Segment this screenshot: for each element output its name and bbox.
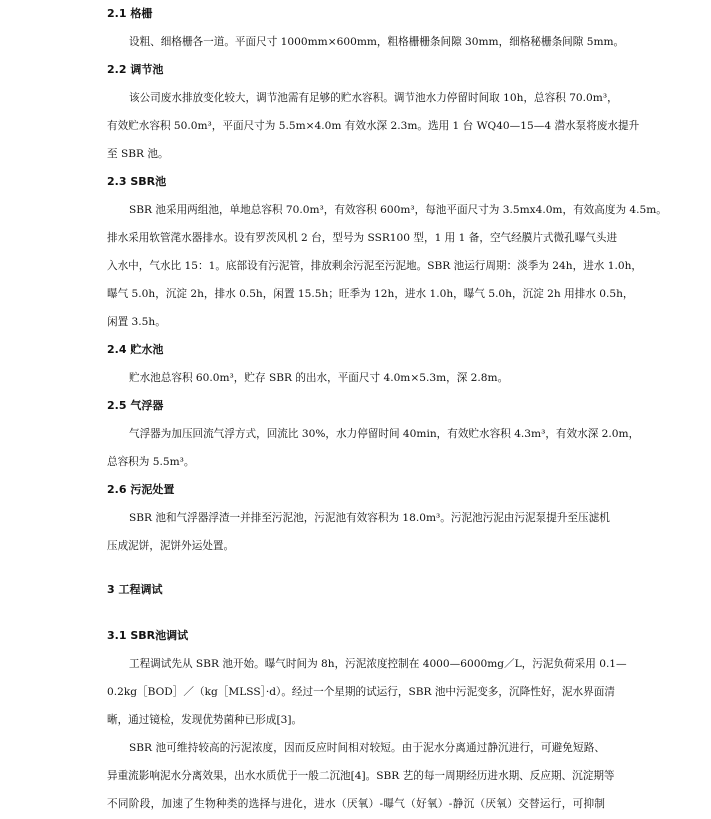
- heading-2-6: 2.6 污泥处置: [107, 483, 175, 496]
- paragraph-line: 该公司废水排放变化较大，调节池需有足够的贮水容积。调节池水力停留时间取 10h，总容积 70.0m³，: [129, 92, 618, 104]
- paragraph-line: 排水采用软管滗水器排水。设有罗茨风机 2 台，型号为 SSR100 型，1 用 1 备，空气经膜片式微孔曝气头进: [107, 232, 618, 244]
- paragraph-line: 闲置 3.5h。: [107, 316, 166, 328]
- heading-2-2: 2.2 调节池: [107, 63, 164, 76]
- paragraph-line: 异重流影响泥水分离效果，出水水质优于一般二沉池[4]。SBR 艺的每一周期经历进水期、反应期、沉淀期等: [107, 770, 615, 782]
- paragraph-line: 气浮器为加压回流气浮方式，回流比 30%，水力停留时间 40min，有效贮水容积 4.3m³，有效水深 2.0m，: [129, 428, 640, 440]
- document-page: [107, 0, 667, 818]
- paragraph-line: 总容积为 5.5m³。: [107, 456, 195, 468]
- paragraph-line: 设粗、细格栅各一道。平面尺寸 1000mm×600mm，粗格栅栅条间隙 30mm，细格秘栅条间隙 5mm。: [129, 36, 625, 48]
- paragraph-line: SBR 池可维持较高的污泥浓度，因而反应时间相对较短。由于泥水分离通过静沉进行，可避免短路、: [129, 742, 605, 754]
- paragraph-line: 有效贮水容积 50.0m³，平面尺寸为 5.5m×4.0m 有效水深 2.3m。选用 1 台 WQ40—15—4 潜水泵将废水提升: [107, 120, 640, 132]
- heading-2-3: 2.3 SBR池: [107, 175, 167, 188]
- paragraph-line: 晰，通过镜检，发现优势菌种已形成[3]。: [107, 714, 303, 726]
- heading-3-1: 3.1 SBR池调试: [107, 629, 189, 642]
- paragraph-line: 入水中，气水比 15：1。底部设有污泥管，排放剩余污泥至污泥地。SBR 池运行周期：淡季为 24h，进水 1.0h，: [107, 260, 643, 272]
- paragraph-line: 贮水池总容积 60.0m³，贮存 SBR 的出水，平面尺寸 4.0m×5.3m，深 2.8m。: [129, 372, 509, 384]
- heading-3: 3 工程调试: [107, 583, 163, 596]
- paragraph-line: 工程调试先从 SBR 池开始。曝气时间为 8h，污泥浓度控制在 4000—6000mg／L，污泥负荷采用 0.1—: [129, 658, 627, 670]
- paragraph-line: 0.2kg［BOD］／（kg［MLSS］·d）。经过一个星期的试运行，SBR 池中污泥变多，沉降性好，泥水界面清: [107, 686, 615, 698]
- paragraph-line: SBR 池和气浮器浮渣一并排至污泥池，污泥池有效容积为 18.0m³。污泥池污泥由污泥泵提升至压滤机: [129, 512, 610, 524]
- heading-2-5: 2.5 气浮器: [107, 399, 164, 412]
- paragraph-line: 不同阶段，加速了生物种类的选择与进化，进水（厌氧）-曝气（好氧）-静沉（厌氧）交替运行，可抑制: [107, 798, 605, 810]
- heading-2-4: 2.4 贮水池: [107, 343, 164, 356]
- paragraph-line: 压成泥饼，泥饼外运处置。: [107, 540, 235, 552]
- paragraph-line: 曝气 5.0h，沉淀 2h，排水 0.5h，闲置 15.5h；旺季为 12h，进水 1.0h，曝气 5.0h，沉淀 2h 用排水 0.5h，: [107, 288, 634, 300]
- paragraph-line: 至 SBR 池。: [107, 148, 169, 160]
- heading-2-1: 2.1 格栅: [107, 7, 153, 20]
- paragraph-line: SBR 池采用两组池，单地总容积 70.0m³，有效容积 600m³，每池平面尺寸为 3.5mx4.0m，有效高度为 4.5m。: [129, 204, 667, 216]
